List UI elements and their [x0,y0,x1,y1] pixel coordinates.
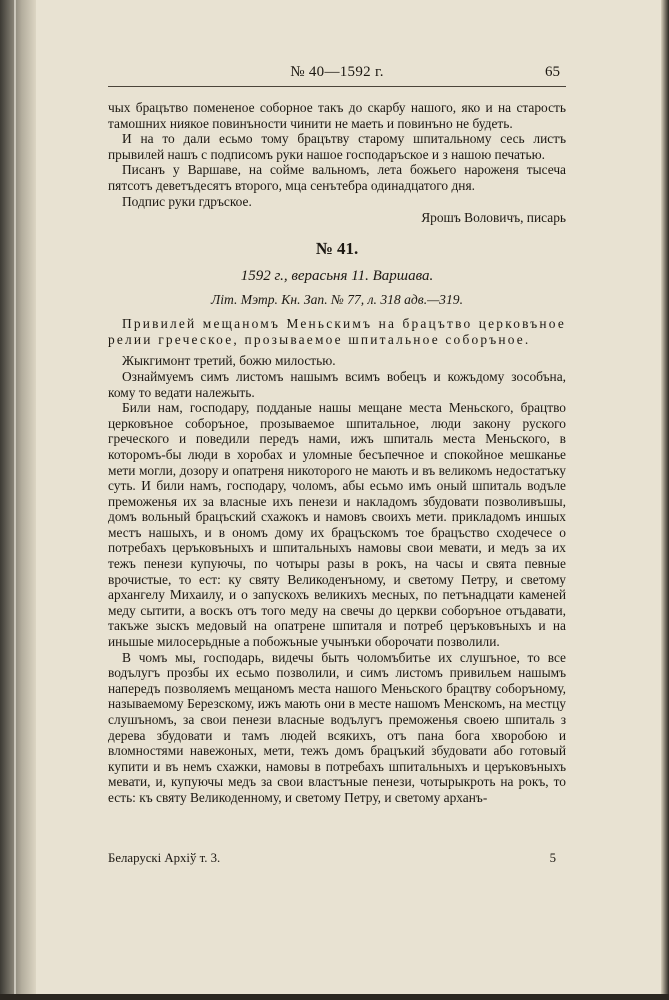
spine-fold-line [14,0,16,1000]
paragraph: Били нам, господару, подданые нашы мещане места Меньского, брацтво церковъное соборъное, прозываемое шпитальное, люди закону руского греческого и поведили передъ нами, ижъ шпиталь места Меньского, в которомъ-бы люди в хоробах и уломные бесъпечное и спокойное мешканье мети могли, дозору и опатреня никоторого не мають и въ великомъ недостатъку суть. И били намъ, господару, чоломъ, абы есьмо имъ оный шпиталь водъле преможенья их за власные ихъ пенези и накладомъ збудовати позволивъшы, домъ вольный брацъский схажокъ и намовъ своихъ мети. прикладомъ иншых местъ нашыхъ, и в ономъ дому их брацъскомъ тое брацъство сходечесе о потребахъ церъковъныхъ и шпитальныхъ намовы свои мевати, и медъ за их тежъ пенези купуючы, по чотыры разы в рокъ, на часы и свята певные врочистые, то ест: ку святу Великоденъному, и светому Петру, и светому архангелу Михаилу, и о запускохъ великихъ месных, по петънадцати каменей меду сытити, а воскъ отъ того меду на свечы до церкви соборъное отъдавати, такъже зыскъ медовый на опатрене шпиталя и потреб церъковъныхъ и на иньшые милосерьдные а побожъные учынъки оборочати позволили. [108,400,566,650]
paragraph: Писанъ у Варшаве, на сойме вальномъ, лета божьего нароженя тысеча пятсотъ деветъдесятъ второго, мца сенътебра одинадцатого дня. [108,162,566,193]
signature: Ярошъ Воловичъ, писарь [421,210,566,226]
paragraph: Жыкгимонт третий, божю милостью. [122,353,336,369]
document-date-place: 1592 г., верасьня 11. Варшава. [240,268,434,285]
book-spine-shadow [0,0,36,1000]
paragraph: В чомъ мы, господарь, видечы быть чоломъбитье их слушъное, то все водълугъ прозбы их есьмо позволили, и симъ листомъ привильем нашымъ напередъ позволяемъ мещаномъ места нашого Меньского брацтву соборъному, называемому Березскому, ижъ мають они в месте нашомъ Менскомъ, на местцу слушъномъ, за свои пенези власные водълугъ преможенья своею шпиталь з дерева збудовати и тамъ людей всякихъ, отъ пана бога хворобою и вломностями навежоных, мети, тежъ домъ брацъкий збудовати або готовый купити и въ немъ схажки, намовы в потребахъ шпитальныхъ и церъковъныхъ мевати, и, купуючы медъ за свои властъные пенези, чотырыкроть на рокъ, то есть: къ святу Великоденному, и светому Петру, и светому арханъ- [108,649,566,805]
document-source: Літ. Мэтр. Кн. Зап. № 77, л. 318 адв.—319. [211,292,463,308]
paragraph: Подпис руки гдръское. [122,193,252,209]
document-number: № 41. [315,239,359,259]
page-right-edge [661,0,669,1000]
paragraph: И на то дали есьмо тому брацътву старому шпитальному сесь листъ прывилей нашъ с подписомъ руки нашое господаръское и з нашою печатью. [108,131,566,162]
paragraph: чых брацътво помененое соборное такъ до скарбу нашого, яко и на старость тамошних ниякое повинъности чинити не маеть и повинъно не будеть. [108,100,566,131]
header-page-number: 65 [545,64,560,80]
header-title: № 40—1592 г. [290,64,384,80]
body-text [108,100,566,806]
footer-signature-mark: 5 [549,851,556,865]
document-summary: Привилей мещаномъ Меньскимъ на брацътво церковъное релии греческое, прозываемое шпитальное соборъное. [108,316,566,347]
paragraph: Ознаймуемъ симъ листомъ нашымъ всимъ вобецъ и кожъдому зособъна, кому то ведати належыть. [108,368,566,400]
page-bottom-edge [0,994,669,1000]
running-header [108,64,566,87]
footer-book-title: Беларускі Архіў т. 3. [108,851,221,865]
